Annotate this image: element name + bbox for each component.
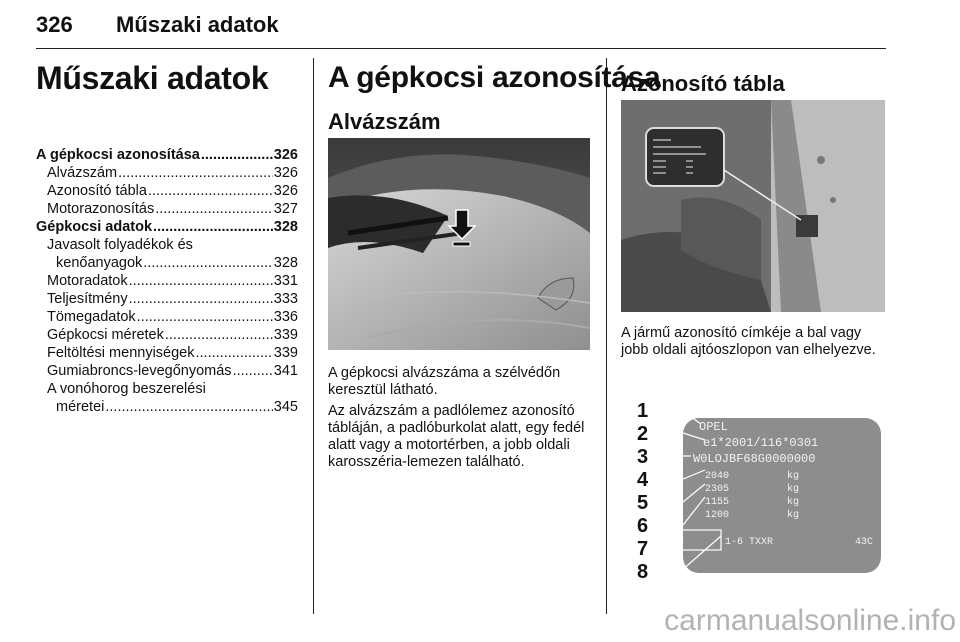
toc-page-number: 326 xyxy=(273,165,298,181)
toc-leader-dots xyxy=(201,146,273,164)
toc-page-number: 339 xyxy=(273,345,298,361)
plate-unit-3: kg xyxy=(787,497,800,508)
toc-entry[interactable] xyxy=(36,200,298,218)
toc-entry-label: A gépkocsi azonosítása xyxy=(36,147,200,163)
car-hood-illustration xyxy=(328,138,590,350)
toc-page-number: 341 xyxy=(273,363,298,379)
plate-weight-4: 1200 xyxy=(705,510,730,521)
vin-location-caption: A gépkocsi alvázszáma a szélvédőn keresztül látható. xyxy=(328,365,561,398)
toc-entry-label: Teljesítmény xyxy=(47,291,128,307)
toc-page-number: 336 xyxy=(273,309,298,325)
toc-leader-dots xyxy=(233,362,273,380)
toc-leader-dots xyxy=(155,200,273,218)
toc-entry-label: Motoradatok xyxy=(47,273,128,289)
id-plate-svg xyxy=(621,390,885,602)
toc-entry[interactable] xyxy=(36,344,298,362)
toc-page-number: 327 xyxy=(273,201,298,217)
plate-label-3: 3 xyxy=(637,446,649,468)
toc-leader-dots xyxy=(118,164,273,182)
chapter-title: Műszaki adatok xyxy=(36,60,269,96)
plate-label-7: 7 xyxy=(637,538,649,560)
toc-entry[interactable] xyxy=(36,164,298,182)
toc-entry-label: Azonosító tábla xyxy=(47,183,147,199)
toc-page-number: 328 xyxy=(273,255,298,271)
id-plate-caption: A jármű azonosító címkéje a bal vagy jobb oldali ajtóoszlopon van elhelyezve. xyxy=(621,325,876,358)
plate-vin: W0LOJBF68G0000000 xyxy=(693,452,816,466)
toc-entry-label: Javasolt folyadékok és xyxy=(47,237,193,253)
subsection-title: Alvázszám xyxy=(328,109,441,134)
plate-unit-1: kg xyxy=(787,471,800,482)
plate-bottom-mid: TXXR xyxy=(749,537,774,548)
id-plate-title: Azonosító tábla xyxy=(621,71,785,96)
toc-entry-label: méretei xyxy=(56,399,105,415)
toc-entry[interactable] xyxy=(36,326,298,344)
toc-entry-label: Motorazonosítás xyxy=(47,201,155,217)
plate-weight-3: 1155 xyxy=(705,497,730,508)
table-of-contents xyxy=(36,146,298,416)
plate-type-approval: e1*2001/116*0301 xyxy=(703,436,819,450)
door-pillar-photo xyxy=(621,100,885,312)
toc-entry[interactable] xyxy=(36,236,298,254)
toc-entry[interactable] xyxy=(36,362,298,380)
toc-entry[interactable] xyxy=(36,398,298,416)
toc-entry[interactable] xyxy=(36,380,298,398)
toc-leader-dots xyxy=(129,272,273,290)
plate-unit-2: kg xyxy=(787,484,800,495)
plate-label-6: 6 xyxy=(637,515,649,537)
toc-leader-dots xyxy=(196,344,273,362)
toc-entry[interactable] xyxy=(36,146,298,164)
vin-location-text: Az alvázszám a padlólemez azonosító tábláján, a padlóburkolat alatt, egy fedél alatt vagy a motortérben, a jobb oldali karosszéria-lemezen található. xyxy=(328,403,585,470)
toc-column xyxy=(36,58,298,614)
column-divider-right xyxy=(606,58,607,614)
toc-entry[interactable] xyxy=(36,254,298,272)
toc-entry-label: Tömegadatok xyxy=(47,309,136,325)
plate-bottom-right: 43C xyxy=(855,537,874,548)
toc-leader-dots xyxy=(129,290,273,308)
toc-page-number: 339 xyxy=(273,327,298,343)
toc-page-number: 345 xyxy=(273,399,298,415)
toc-leader-dots xyxy=(153,218,273,236)
toc-leader-dots xyxy=(165,326,273,344)
section-title: A gépkocsi azonosítása xyxy=(328,61,661,94)
toc-page-number: 326 xyxy=(273,147,298,163)
toc-page-number: 331 xyxy=(273,273,298,289)
plate-label-2: 2 xyxy=(637,423,649,445)
toc-entry[interactable] xyxy=(36,182,298,200)
toc-entry-label: kenőanyagok xyxy=(56,255,143,271)
toc-entry-label: Gépkocsi méretek xyxy=(47,327,164,343)
toc-page-number: 328 xyxy=(273,219,298,235)
toc-entry[interactable] xyxy=(36,290,298,308)
page-header xyxy=(36,4,886,48)
id-plate-diagram xyxy=(621,390,885,602)
door-pillar-illustration xyxy=(621,100,885,312)
toc-leader-dots xyxy=(143,254,273,272)
plate-label-1: 1 xyxy=(637,400,649,422)
plate-unit-4: kg xyxy=(787,510,800,521)
page-number: 326 xyxy=(36,12,73,37)
plate-brand: OPEL xyxy=(699,420,728,434)
plate-weight-2: 2305 xyxy=(705,484,730,495)
middle-column xyxy=(328,58,661,614)
toc-leader-dots xyxy=(137,308,273,326)
toc-entry[interactable] xyxy=(36,272,298,290)
column-divider-left xyxy=(313,58,314,614)
plate-label-5: 5 xyxy=(637,492,649,514)
toc-entry[interactable] xyxy=(36,218,298,236)
toc-entry-label: Feltöltési mennyiségek xyxy=(47,345,195,361)
right-column xyxy=(621,58,889,614)
windshield-vin-photo xyxy=(328,138,590,350)
toc-page-number: 333 xyxy=(273,291,298,307)
toc-entry[interactable] xyxy=(36,308,298,326)
plate-weight-1: 2040 xyxy=(705,471,730,482)
toc-leader-dots xyxy=(105,398,272,416)
toc-page-number: 326 xyxy=(273,183,298,199)
plate-label-8: 8 xyxy=(637,561,649,583)
toc-entry-label: Alvázszám xyxy=(47,165,118,181)
toc-leader-dots xyxy=(148,182,273,200)
toc-entry-label: Gumiabroncs-levegőnyomás xyxy=(47,363,232,379)
plate-bottom-left: 1-6 xyxy=(725,537,744,548)
watermark: carmanualsonline.info xyxy=(664,604,956,637)
toc-entry-label: Gépkocsi adatok xyxy=(36,219,153,235)
running-section-title: Műszaki adatok xyxy=(116,12,279,37)
header-rule xyxy=(36,48,886,49)
toc-entry-label: A vonóhorog beszerelési xyxy=(47,381,206,397)
plate-label-4: 4 xyxy=(637,469,649,491)
